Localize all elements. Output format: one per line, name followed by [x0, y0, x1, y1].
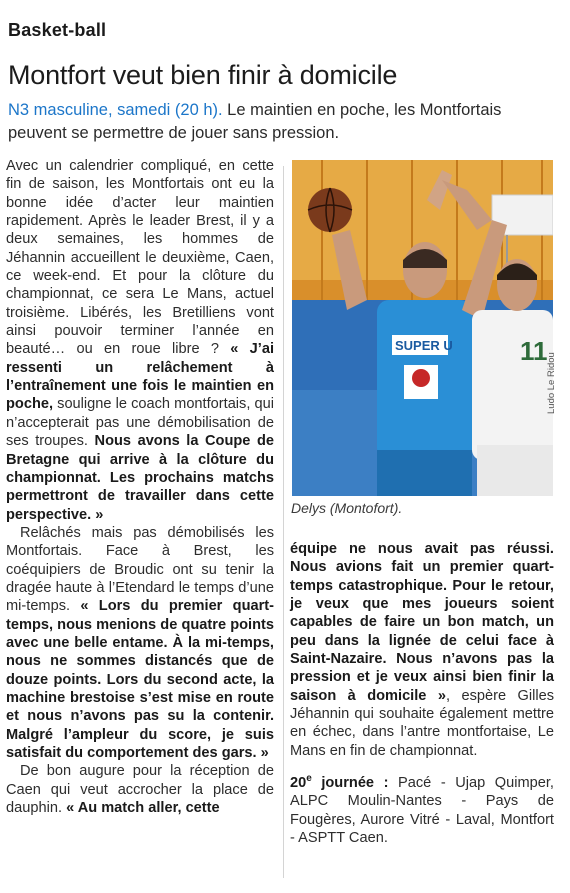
article-column-2 [290, 540, 554, 847]
quote-run: « Lors du premier quart-temps, nous menions de quatre points avec une belle entame. À la mi-temps, nous ne sommes distancés que de douze points. Lors du second acte, la machine brestoise s’est mise en route et nous n’avons pas su la contenir. Malgré l’ampleur du score, je suis satisfait du comportement des gars. » [6, 598, 275, 761]
quote-run: « J’ai ressenti un relâchement à l’entraînement une fois le maintien en poche, [6, 341, 274, 413]
fixtures-list: Pacé - Ujap Quimper, ALPC Moulin-Nantes - Pays de Fougères, Aurore Vitré - Laval, Montfort - ASPTT Caen. [290, 774, 554, 847]
text-run: Relâchés mais pas démobilisés les Montfortais. Face à Brest, les coéquipiers de Broudic ont su tenir la dragée haute à l’Etendard le temps d’une mi-temps. [6, 524, 274, 615]
section-rubric: Basket-ball [8, 20, 107, 40]
fixtures-paragraph [290, 770, 554, 847]
paragraph-spacer [290, 760, 554, 770]
photo-credit: Ludo Le Ridou [546, 352, 557, 414]
paragraph-3 [6, 762, 274, 817]
paragraph-2 [6, 524, 274, 762]
text-run: Avec un calendrier compliqué, en cette fin de saison, les Montfortais ont eu la bonne idée d’acter leur maintien rapidement. Après le leader Brest, il y a deux semaines, les hommes de Jéhannin accueillent le deuxième, Caen, ce week-end. Et pour la clôture du championnat, ce sera Le Mans, actuel troisième. Libérés, les Bretilliens vont ainsi pouvoir terminer l’année en beauté… ou en roue libre ? [6, 158, 274, 358]
round-suffix: e [306, 773, 312, 785]
svg-text:SUPER U: SUPER U [395, 338, 453, 353]
article-headline: Montfort veut bien finir à domicile [8, 60, 398, 90]
photo-caption: Delys (Montofort). [291, 500, 403, 516]
round-label: journée : [311, 774, 389, 791]
article-chapo [8, 99, 564, 145]
quote-run: Nous avons la Coupe de Bretagne qui arrive à la clôture du championnat. Les prochains matchs permettront de travailler dans cette perspective. » [6, 433, 274, 523]
paragraph-1 [6, 157, 274, 524]
chapo-text: Le maintien en poche, les Montfortais peuvent se permettre de jouer sans pression. [8, 101, 502, 142]
svg-text:11: 11 [520, 336, 548, 366]
photo-illustration [292, 160, 553, 496]
fixtures-label [290, 775, 388, 791]
text-run: , espère Gilles Jéhannin qui souhaite également mettre en échec, dans l’antre montfortaise, Le Mans en fin de championnat. [290, 687, 554, 759]
article-photo [292, 160, 553, 496]
quote-run: équipe ne nous avait pas réussi. Nous avions fait un premier quart-temps catastrophique. Pour le retour, je veux que mes joueurs soient capables de faire un bon match, un peu dans la lignée de celui face à Saint-Nazaire. Nous n’avons pas la pression et je veux ainsi bien finir la saison à domicile » [290, 541, 554, 704]
column-separator [283, 166, 284, 878]
text-run: souligne le coach montfortais, qui n’accepterait pas une démobilisation de ses troupes. [6, 396, 274, 450]
paragraph-continued [290, 540, 554, 760]
chapo-lead: N3 masculine, samedi (20 h). [8, 101, 223, 119]
round-number: 20 [290, 774, 307, 791]
article-column-1 [6, 157, 274, 817]
quote-run: « Au match aller, cette [66, 800, 220, 817]
text-run: De bon augure pour la réception de Caen qui veut accrocher la place de dauphin. [6, 763, 274, 817]
